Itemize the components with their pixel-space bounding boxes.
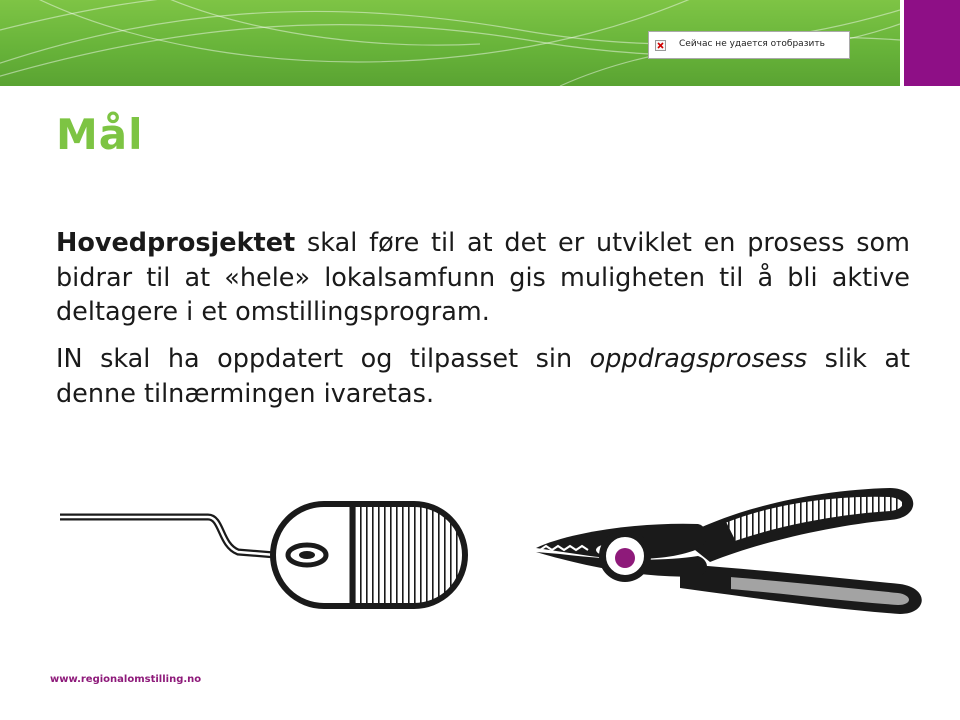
computer-mouse-icon bbox=[60, 495, 480, 615]
header-band bbox=[0, 0, 900, 86]
paragraph-1-bold: Hovedprosjektet bbox=[56, 228, 296, 258]
paragraph-2-text-a: IN skal ha oppdatert og tilpasset sin bbox=[56, 344, 590, 375]
paragraph-2-text-b: slik at denne tilnærmingen ivaretas. bbox=[56, 344, 911, 409]
broken-image-icon bbox=[655, 40, 666, 51]
broken-image-placeholder bbox=[648, 31, 850, 59]
paragraph-2 bbox=[56, 342, 910, 411]
header-purple-block bbox=[904, 0, 960, 86]
paragraph-2-italic: oppdragsprosess bbox=[589, 344, 808, 375]
paragraph-1 bbox=[56, 226, 910, 330]
slide-title: Mål bbox=[56, 110, 144, 159]
footer-url[interactable]: www.regionalomstilling.no bbox=[50, 674, 202, 685]
broken-image-text: Сейчас не удается отобразить bbox=[679, 39, 825, 49]
paragraph-1-text: skal føre til at det er utviklet en prosess som bidrar til at «hele» lokalsamfunn gis muligheten til å bli aktive deltagere i et omstillingsprogram. bbox=[56, 228, 910, 328]
slide-body bbox=[56, 226, 910, 423]
pliers-icon bbox=[530, 480, 930, 620]
